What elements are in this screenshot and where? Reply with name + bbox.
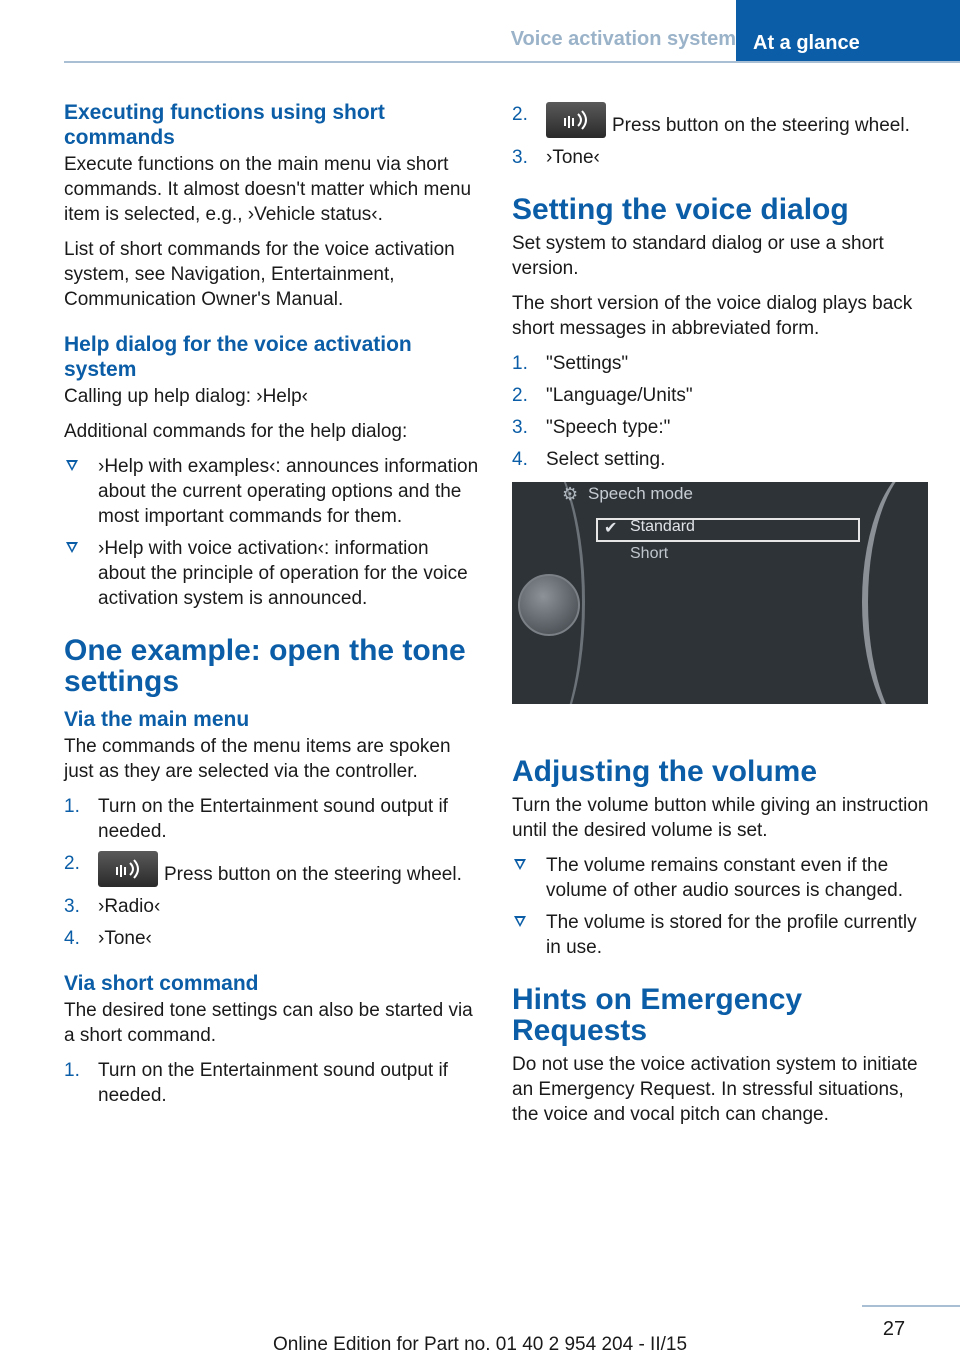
bullet-triangle-icon [66,460,78,471]
help-command-list [64,454,480,611]
paragraph: List of short commands for the voice activation system, see Navigation, Entertainment, Communication Owner's Manual. [64,239,455,310]
list-item: 4. Select setting. [512,449,666,470]
header-section-title: Voice activation system [510,28,736,50]
list-item: ›Help with voice activation‹: information about the principle of operation for the voice activation system is announced. [64,536,480,611]
paragraph: Execute functions on the main menu via short commands. It almost doesn't matter which menu item is selected, e.g., ›Vehicle status‹. [64,154,472,225]
paragraph: Set system to standard dialog or use a short version. [512,233,884,279]
heading-via-main-menu: Via the main menu [64,708,250,731]
footer-rule [862,1305,960,1307]
list-item: 3. ›Radio‹ [64,896,161,917]
bullet-triangle-icon [514,859,526,870]
short-command-steps-continued [512,102,932,170]
option-short: Short [630,545,669,562]
speech-mode-screen-image [512,482,928,704]
voice-button-icon [98,851,158,887]
short-command-steps [64,1058,480,1108]
bullet-triangle-icon [514,916,526,927]
list-item: 3. "Speech type:" [512,417,671,438]
option-standard: Standard [630,518,695,535]
bullet-triangle-icon [66,542,78,553]
list-item: 1. Turn on the Entertainment sound output if needed. [64,796,448,842]
paragraph: The desired tone settings can also be started via a short command. [64,1000,473,1046]
list-item: 2. "Language/Units" [512,385,693,406]
edition-line: Online Edition for Part no. 01 40 2 954 204 - II/15 [272,1334,688,1355]
list-item: ›Help with examples‹: announces information about the current operating options and the most important commands for them. [64,454,480,529]
list-item: The volume is stored for the profile currently in use. [512,910,932,960]
list-item: 3. ›Tone‹ [512,147,600,168]
list-item: 2. Press button on the steering wheel. [512,104,910,136]
paragraph: Calling up help dialog: ›Help‹ [64,386,308,407]
header-chapter-tab: At a glance [736,0,960,62]
heading-emergency-requests: Hints on Emergency Requests [512,983,803,1047]
heading-via-short-command: Via short command [64,972,259,995]
paragraph: The commands of the menu items are spoken just as they are selected via the controller. [64,736,451,782]
page-number: 27 [882,1318,906,1340]
right-column [512,100,932,1137]
screen-title: Speech mode [588,484,693,503]
voice-dialog-steps [512,351,932,472]
heading-help-dialog: Help dialog for the voice activation system [64,333,412,381]
paragraph: Do not use the voice activation system to initiate an Emergency Request. In stressful situations, the voice and vocal pitch can change. [512,1054,918,1125]
list-item: 2. Press button on the steering wheel. [64,853,462,885]
controller-knob-icon [518,574,580,636]
gear-icon: ⚙ [562,484,579,504]
checkmark-icon: ✔ [604,520,618,537]
paragraph: The short version of the voice dialog plays back short messages in abbreviated form. [512,293,913,339]
main-menu-steps [64,794,480,951]
paragraph: Additional commands for the help dialog: [64,421,408,442]
heading-one-example: One example: open the tone settings [64,634,466,698]
list-item: The volume remains constant even if the volume of other audio sources is changed. [512,853,932,903]
screen-arc-right [862,482,928,704]
voice-button-icon [546,102,606,138]
header-rule [64,61,960,63]
list-item: 1. Turn on the Entertainment sound output if needed. [64,1060,448,1106]
paragraph: Turn the volume button while giving an instruction until the desired volume is set. [512,795,929,841]
volume-notes [512,853,932,960]
heading-short-commands: Executing functions using short commands [64,101,385,149]
heading-voice-dialog: Setting the voice dialog [512,193,849,226]
list-item: 4. ›Tone‹ [64,928,152,949]
left-column [64,100,480,1118]
page-header [0,0,960,62]
heading-adjusting-volume: Adjusting the volume [512,755,818,788]
list-item: 1. "Settings" [512,353,629,374]
